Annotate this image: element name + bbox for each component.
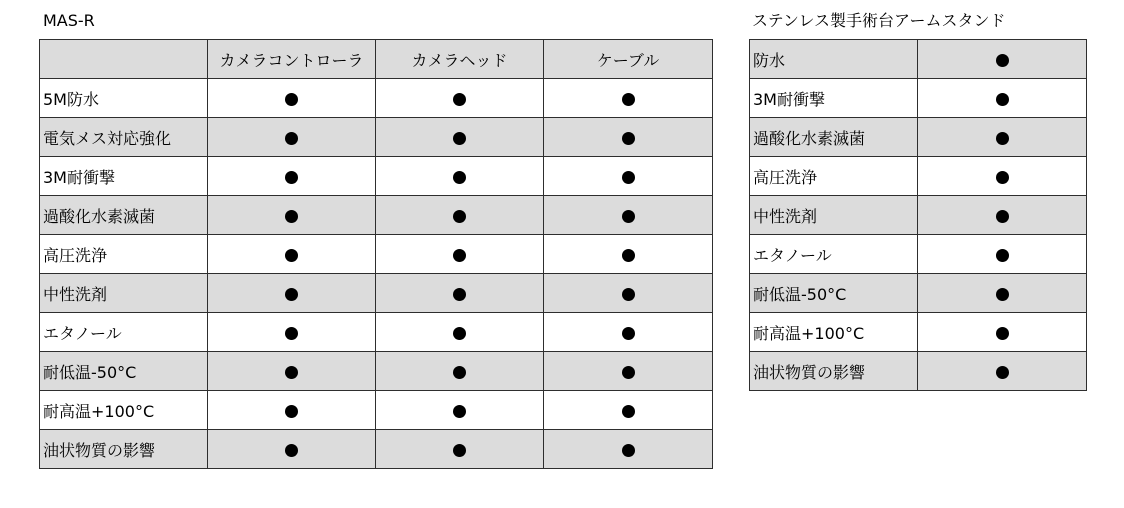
row-label: 耐低温-50°C [750,274,918,313]
filled-circle-icon [285,366,298,379]
mark-cell [376,352,544,391]
column-header: カメラヘッド [376,40,544,79]
mark-cell [918,274,1087,313]
mark-cell [918,118,1087,157]
table-row [40,118,713,157]
table-row [750,118,1087,157]
row-label: 中性洗剤 [750,196,918,235]
row-label: 耐高温+100°C [750,313,918,352]
mark-cell [376,391,544,430]
filled-circle-icon [622,405,635,418]
right-table-title: ステンレス製手術台アームスタンド [752,11,1006,30]
mark-cell [544,352,713,391]
mark-cell [918,352,1087,391]
mark-cell [544,391,713,430]
filled-circle-icon [996,327,1009,340]
row-label: 油状物質の影響 [40,430,208,469]
row-label: エタノール [40,313,208,352]
filled-circle-icon [285,171,298,184]
column-header: ケーブル [544,40,713,79]
filled-circle-icon [285,327,298,340]
table-row [750,157,1087,196]
mark-cell [208,79,376,118]
filled-circle-icon [622,444,635,457]
filled-circle-icon [622,327,635,340]
filled-circle-icon [453,171,466,184]
mark-cell [918,157,1087,196]
filled-circle-icon [453,405,466,418]
row-label: 高圧洗浄 [40,235,208,274]
filled-circle-icon [996,54,1009,67]
filled-circle-icon [285,132,298,145]
mark-cell [208,196,376,235]
filled-circle-icon [996,93,1009,106]
filled-circle-icon [996,171,1009,184]
mark-cell [208,118,376,157]
mark-cell [918,40,1087,79]
mark-cell [208,274,376,313]
filled-circle-icon [996,132,1009,145]
mark-cell [918,196,1087,235]
filled-circle-icon [285,444,298,457]
left-table-title: MAS-R [43,11,95,30]
filled-circle-icon [996,249,1009,262]
filled-circle-icon [453,444,466,457]
filled-circle-icon [622,93,635,106]
filled-circle-icon [622,132,635,145]
mark-cell [544,157,713,196]
row-label: 耐低温-50°C [40,352,208,391]
mark-cell [918,79,1087,118]
table-row [40,274,713,313]
table-row [40,313,713,352]
filled-circle-icon [285,249,298,262]
mark-cell [376,157,544,196]
table-row [40,157,713,196]
mark-cell [376,196,544,235]
filled-circle-icon [285,405,298,418]
header-corner-cell [40,40,208,79]
table-row [750,79,1087,118]
table-row [40,391,713,430]
filled-circle-icon [622,366,635,379]
column-header: カメラコントローラ [208,40,376,79]
mark-cell [376,274,544,313]
row-label: 油状物質の影響 [750,352,918,391]
filled-circle-icon [622,210,635,223]
row-label: 高圧洗浄 [750,157,918,196]
arm-stand-table [749,39,1087,391]
row-label: 過酸化水素滅菌 [40,196,208,235]
mark-cell [208,430,376,469]
table-row [750,196,1087,235]
table-row [750,235,1087,274]
table-header-row [40,40,713,79]
mark-cell [544,79,713,118]
row-label: 5M防水 [40,79,208,118]
filled-circle-icon [285,93,298,106]
table-row [750,40,1087,79]
mark-cell [376,79,544,118]
table-row [40,235,713,274]
filled-circle-icon [453,93,466,106]
table-row [750,313,1087,352]
row-label: 耐高温+100°C [40,391,208,430]
mark-cell [544,196,713,235]
filled-circle-icon [996,210,1009,223]
mark-cell [376,235,544,274]
filled-circle-icon [453,132,466,145]
mas-r-table [39,39,713,469]
table-row [750,274,1087,313]
row-label: 3M耐衝撃 [750,79,918,118]
mark-cell [376,430,544,469]
table-row [40,430,713,469]
table-row [750,352,1087,391]
filled-circle-icon [453,366,466,379]
filled-circle-icon [622,171,635,184]
filled-circle-icon [453,210,466,223]
mark-cell [376,118,544,157]
table-row [40,196,713,235]
mark-cell [544,274,713,313]
mark-cell [544,118,713,157]
row-label: エタノール [750,235,918,274]
row-label: 3M耐衝撃 [40,157,208,196]
mark-cell [208,235,376,274]
row-label: 過酸化水素滅菌 [750,118,918,157]
filled-circle-icon [622,288,635,301]
filled-circle-icon [453,327,466,340]
mark-cell [208,352,376,391]
filled-circle-icon [453,288,466,301]
mark-cell [208,313,376,352]
mark-cell [918,313,1087,352]
mark-cell [544,313,713,352]
mark-cell [376,313,544,352]
filled-circle-icon [996,288,1009,301]
mark-cell [918,235,1087,274]
row-label: 中性洗剤 [40,274,208,313]
table-row [40,352,713,391]
filled-circle-icon [996,366,1009,379]
mark-cell [208,391,376,430]
filled-circle-icon [285,210,298,223]
row-label: 電気メス対応強化 [40,118,208,157]
mark-cell [544,430,713,469]
filled-circle-icon [622,249,635,262]
table-row [40,79,713,118]
filled-circle-icon [453,249,466,262]
filled-circle-icon [285,288,298,301]
mark-cell [208,157,376,196]
row-label: 防水 [750,40,918,79]
mark-cell [544,235,713,274]
